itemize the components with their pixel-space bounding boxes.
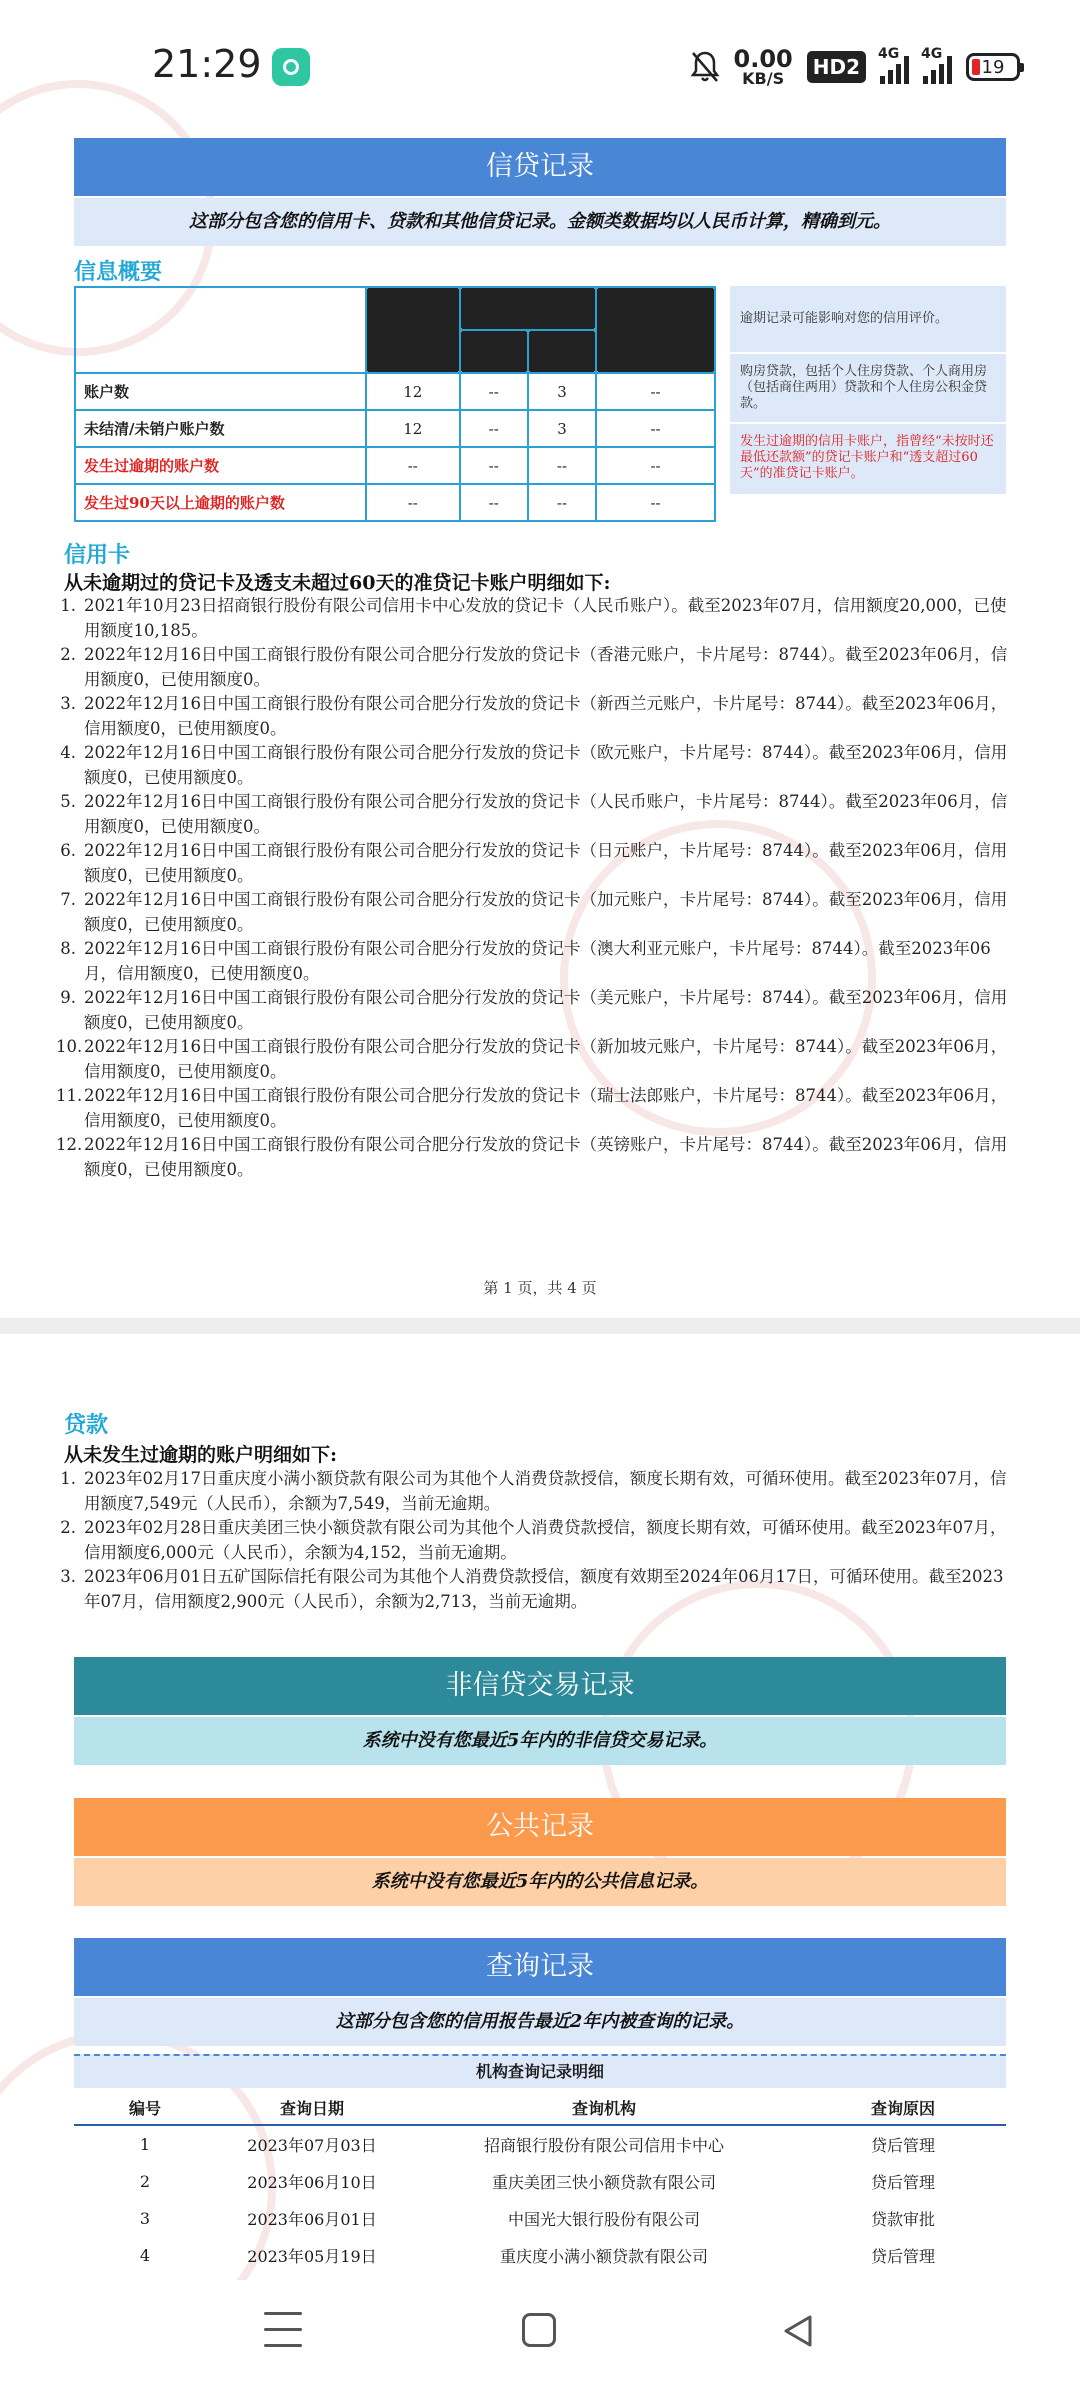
list-item: 4. 2022年12月16日中国工商银行股份有限公司合肥分行发放的贷记卡（欧元账户，卡片尾号：8744）。截至2023年06月，信用额度0，已使用额度0。	[60, 743, 1008, 787]
cell: --	[460, 373, 528, 410]
query-record-title: 查询记录	[74, 1938, 1006, 1996]
back-icon[interactable]	[780, 2313, 816, 2353]
cell: --	[596, 447, 715, 484]
row-label: 未结清/未销户账户数	[75, 410, 366, 447]
cell: --	[596, 373, 715, 410]
list-item-text: 2022年12月16日中国工商银行股份有限公司合肥分行发放的贷记卡（香港元账户，卡片尾号：8744）。截至2023年06月，信用额度0，已使用额度0。	[84, 645, 1008, 689]
note-overdue-impact: 逾期记录可能影响对您的信用评价。	[730, 286, 1006, 354]
table-row	[75, 373, 715, 410]
row-label: 发生过逾期的账户数	[75, 447, 366, 484]
status-bar	[0, 0, 1080, 130]
query-record-subtitle: 这部分包含您的信用报告最近2年内被查询的记录。	[74, 1998, 1006, 2046]
credit-record-title: 信贷记录	[74, 138, 1006, 196]
list-item: 9. 2022年12月16日中国工商银行股份有限公司合肥分行发放的贷记卡（美元账户，卡片尾号：8744）。截至2023年06月，信用额度0，已使用额度0。	[60, 988, 1008, 1032]
cell: 3	[528, 373, 596, 410]
network-speed-unit: KB/S	[742, 69, 785, 88]
list-item-text: 2022年12月16日中国工商银行股份有限公司合肥分行发放的贷记卡（英镑账户，卡片尾号：8744）。截至2023年06月，信用额度0，已使用额度0。	[84, 1135, 1008, 1179]
list-item: 12. 2022年12月16日中国工商银行股份有限公司合肥分行发放的贷记卡（英镑账户，卡片尾号：8744）。截至2023年06月，信用额度0，已使用额度0。	[56, 1135, 1008, 1179]
overview-corner-cell	[75, 287, 366, 373]
cell: 3	[528, 410, 596, 447]
cell: --	[528, 447, 596, 484]
cell: 1	[139, 2135, 151, 2154]
list-item-text: 2022年12月16日中国工商银行股份有限公司合肥分行发放的贷记卡（加元账户，卡片尾号：8744）。截至2023年06月，信用额度0，已使用额度0。	[84, 890, 1008, 934]
list-item-text: 2023年02月17日重庆度小满小额贷款有限公司为其他个人消费贷款授信，额度长期有效，可循环使用。截至2023年07月，信用额度7,549元（人民币），余额为7,549，当前无逾期。	[84, 1469, 1007, 1513]
list-item: 3. 2022年12月16日中国工商银行股份有限公司合肥分行发放的贷记卡（新西兰元账户，卡片尾号：8744）。截至2023年06月，信用额度0，已使用额度0。	[60, 694, 1008, 738]
list-item-text: 2022年12月16日中国工商银行股份有限公司合肥分行发放的贷记卡（美元账户，卡片尾号：8744）。截至2023年06月，信用额度0，已使用额度0。	[84, 988, 1008, 1032]
page-number: 第 1 页，共 4 页	[483, 1279, 597, 1297]
cell: 2023年06月10日	[247, 2173, 377, 2192]
cell: --	[460, 484, 528, 521]
list-item-text: 2022年12月16日中国工商银行股份有限公司合肥分行发放的贷记卡（日元账户，卡片尾号：8744）。截至2023年06月，信用额度0，已使用额度0。	[84, 841, 1008, 885]
loan-heading: 贷款	[64, 1413, 109, 1438]
list-item: 8. 2022年12月16日中国工商银行股份有限公司合肥分行发放的贷记卡（澳大利亚元账户，卡片尾号：8744）。截至2023年06月，信用额度0，已使用额度0。	[60, 939, 991, 983]
list-item: 5. 2022年12月16日中国工商银行股份有限公司合肥分行发放的贷记卡（人民币账户，卡片尾号：8744）。截至2023年06月，信用额度0，已使用额度0。	[60, 792, 1008, 836]
network-speed-value: 0.00	[733, 45, 793, 73]
col-number: 编号	[74, 2090, 216, 2125]
col-query-org: 查询机构	[408, 2090, 800, 2125]
cell: 贷后管理	[870, 2173, 935, 2192]
cell: 4	[139, 2246, 151, 2265]
cell: 2023年05月19日	[247, 2247, 377, 2266]
signal-1-label: 4G	[878, 46, 900, 62]
table-row	[75, 447, 715, 484]
credit-card-list	[56, 594, 1010, 1182]
cell: 贷款审批	[870, 2210, 935, 2229]
cell: --	[366, 484, 460, 521]
row-label: 发生过90天以上逾期的账户数	[75, 484, 366, 521]
col-other-business: 其他业务	[596, 287, 715, 373]
list-item: 6. 2022年12月16日中国工商银行股份有限公司合肥分行发放的贷记卡（日元账户，卡片尾号：8744）。截至2023年06月，信用额度0，已使用额度0。	[60, 841, 1008, 885]
col-loan: 贷款	[460, 287, 597, 330]
col-other: 其他	[528, 330, 596, 373]
query-table	[74, 2090, 1006, 2274]
status-time: 21:29	[152, 42, 262, 86]
cell: --	[366, 447, 460, 484]
table-row	[74, 2237, 1006, 2274]
cell: 重庆美团三快小额贷款有限公司	[491, 2173, 716, 2192]
list-item: 7. 2022年12月16日中国工商银行股份有限公司合肥分行发放的贷记卡（加元账户，卡片尾号：8744）。截至2023年06月，信用额度0，已使用额度0。	[60, 890, 1008, 934]
list-item-text: 2022年12月16日中国工商银行股份有限公司合肥分行发放的贷记卡（瑞士法郎账户，卡片尾号：8744）。截至2023年06月，信用额度0，已使用额度0。	[84, 1086, 1008, 1130]
battery-icon	[966, 53, 1020, 81]
col-credit-card: 信用卡	[366, 287, 460, 373]
note-housing-loan: 购房贷款，包括个人住房贷款、个人商用房（包括商住两用）贷款和个人住房公积金贷款。	[730, 354, 1006, 424]
cell: 2	[139, 2172, 151, 2191]
list-item: 11. 2022年12月16日中国工商银行股份有限公司合肥分行发放的贷记卡（瑞士法郎账户，卡片尾号：8744）。截至2023年06月，信用额度0，已使用额度0。	[56, 1086, 1008, 1130]
col-query-date: 查询日期	[216, 2090, 408, 2125]
cell: 3	[139, 2209, 151, 2228]
mute-bell-icon	[690, 50, 720, 84]
list-item-text: 2022年12月16日中国工商银行股份有限公司合肥分行发放的贷记卡（新加坡元账户，卡片尾号：8744）。截至2023年06月，信用额度0，已使用额度0。	[84, 1037, 1008, 1081]
credit-record-subtitle: 这部分包含您的信用卡、贷款和其他信贷记录。金额类数据均以人民币计算，精确到元。	[74, 198, 1006, 246]
cell: --	[528, 484, 596, 521]
non-credit-title: 非信贷交易记录	[74, 1657, 1006, 1715]
credit-card-subheading: 从未逾期过的贷记卡及透支未超过60天的准贷记卡账户明细如下:	[64, 572, 611, 594]
loan-list	[60, 1467, 1010, 1614]
list-item-text: 2022年12月16日中国工商银行股份有限公司合肥分行发放的贷记卡（欧元账户，卡片尾号：8744）。截至2023年06月，信用额度0，已使用额度0。	[84, 743, 1008, 787]
cell: 重庆度小满小额贷款有限公司	[499, 2247, 708, 2266]
list-item: 2. 2023年02月28日重庆美团三快小额贷款有限公司为其他个人消费贷款授信，额度长期有效，可循环使用。截至2023年07月，信用额度6,000元（人民币），余额为4,152，当前无逾期。	[60, 1518, 1007, 1562]
battery-level: 19	[981, 56, 1005, 78]
list-item: 1. 2021年10月23日招商银行股份有限公司信用卡中心发放的贷记卡（人民币账户）。截至2023年07月，信用额度20,000，已使用额度10,185。	[60, 596, 1007, 640]
cell: --	[596, 484, 715, 521]
list-item: 3. 2023年06月01日五矿国际信托有限公司为其他个人消费贷款授信，额度有效期至2024年06月17日，可循环使用。截至2023年07月，信用额度2,900元（人民币），余额为2,713，当前无逾期。	[60, 1567, 1004, 1611]
col-query-reason: 查询原因	[800, 2090, 1006, 2125]
list-item-text: 2022年12月16日中国工商银行股份有限公司合肥分行发放的贷记卡（澳大利亚元账户，卡片尾号：8744）。截至2023年06月，信用额度0，已使用额度0。	[84, 939, 991, 983]
app-notification-icon	[272, 48, 310, 86]
list-item-text: 2023年02月28日重庆美团三快小额贷款有限公司为其他个人消费贷款授信，额度长期有效，可循环使用。截至2023年07月，信用额度6,000元（人民币），余额为4,152，当前无逾期。	[84, 1518, 1007, 1562]
public-record-subtitle: 系统中没有您最近5年内的公共信息记录。	[74, 1858, 1006, 1906]
cell: --	[460, 410, 528, 447]
cell: 贷后管理	[870, 2247, 935, 2266]
col-housing: 购房	[460, 330, 528, 373]
cell: --	[460, 447, 528, 484]
list-item: 1. 2023年02月17日重庆度小满小额贷款有限公司为其他个人消费贷款授信，额度长期有效，可循环使用。截至2023年07月，信用额度7,549元（人民币），余额为7,549，当前无逾期。	[60, 1469, 1007, 1513]
cell: --	[596, 410, 715, 447]
note-overdue-definition: 发生过逾期的信用卡账户，指曾经“未按时还最低还款额”的贷记卡账户和“透支超过60天”的准贷记卡账户。	[730, 424, 1006, 496]
cell: 2023年06月01日	[247, 2210, 377, 2229]
table-row	[74, 2163, 1006, 2200]
list-item-text: 2021年10月23日招商银行股份有限公司信用卡中心发放的贷记卡（人民币账户）。截至2023年07月，信用额度20,000，已使用额度10,185。	[84, 596, 1007, 640]
page-divider	[0, 1318, 1080, 1334]
signal-2-label: 4G	[921, 46, 943, 62]
cell: 招商银行股份有限公司信用卡中心	[483, 2136, 724, 2155]
hd-voice-icon: HD2	[807, 51, 866, 83]
credit-card-heading: 信用卡	[64, 543, 131, 568]
table-row	[75, 410, 715, 447]
list-item-text: 2022年12月16日中国工商银行股份有限公司合肥分行发放的贷记卡（人民币账户，卡片尾号：8744）。截至2023年06月，信用额度0，已使用额度0。	[84, 792, 1008, 836]
cell: 2023年07月03日	[247, 2136, 377, 2155]
signal-icon-2	[921, 46, 952, 84]
overview-notes	[730, 286, 1006, 496]
cell: 12	[366, 410, 460, 447]
table-row	[74, 2200, 1006, 2237]
cell: 贷后管理	[870, 2136, 935, 2155]
signal-icon-1	[878, 46, 909, 84]
list-item-text: 2022年12月16日中国工商银行股份有限公司合肥分行发放的贷记卡（新西兰元账户，卡片尾号：8744）。截至2023年06月，信用额度0，已使用额度0。	[84, 694, 1008, 738]
cell: 12	[366, 373, 460, 410]
loan-subheading: 从未发生过逾期的账户明细如下:	[64, 1444, 338, 1466]
overview-heading: 信息概要	[74, 260, 163, 285]
home-icon[interactable]	[522, 2313, 556, 2347]
query-table-title: 机构查询记录明细	[74, 2054, 1006, 2088]
table-row	[74, 2125, 1006, 2163]
table-row	[75, 484, 715, 521]
row-label: 账户数	[75, 373, 366, 410]
overview-table	[74, 286, 716, 522]
cell: 中国光大银行股份有限公司	[507, 2210, 700, 2229]
recent-apps-icon[interactable]	[264, 2312, 302, 2350]
non-credit-subtitle: 系统中没有您最近5年内的非信贷交易记录。	[74, 1717, 1006, 1765]
list-item-text: 2023年06月01日五矿国际信托有限公司为其他个人消费贷款授信，额度有效期至2024年06月17日，可循环使用。截至2023年07月，信用额度2,900元（人民币），余额为2,713，当前无逾期。	[84, 1567, 1004, 1611]
public-record-title: 公共记录	[74, 1798, 1006, 1856]
network-speed	[734, 47, 793, 87]
system-nav-bar	[0, 2280, 1080, 2400]
list-item: 10. 2022年12月16日中国工商银行股份有限公司合肥分行发放的贷记卡（新加坡元账户，卡片尾号：8744）。截至2023年06月，信用额度0，已使用额度0。	[56, 1037, 1008, 1081]
list-item: 2. 2022年12月16日中国工商银行股份有限公司合肥分行发放的贷记卡（香港元账户，卡片尾号：8744）。截至2023年06月，信用额度0，已使用额度0。	[60, 645, 1008, 689]
status-icons	[690, 44, 1020, 90]
